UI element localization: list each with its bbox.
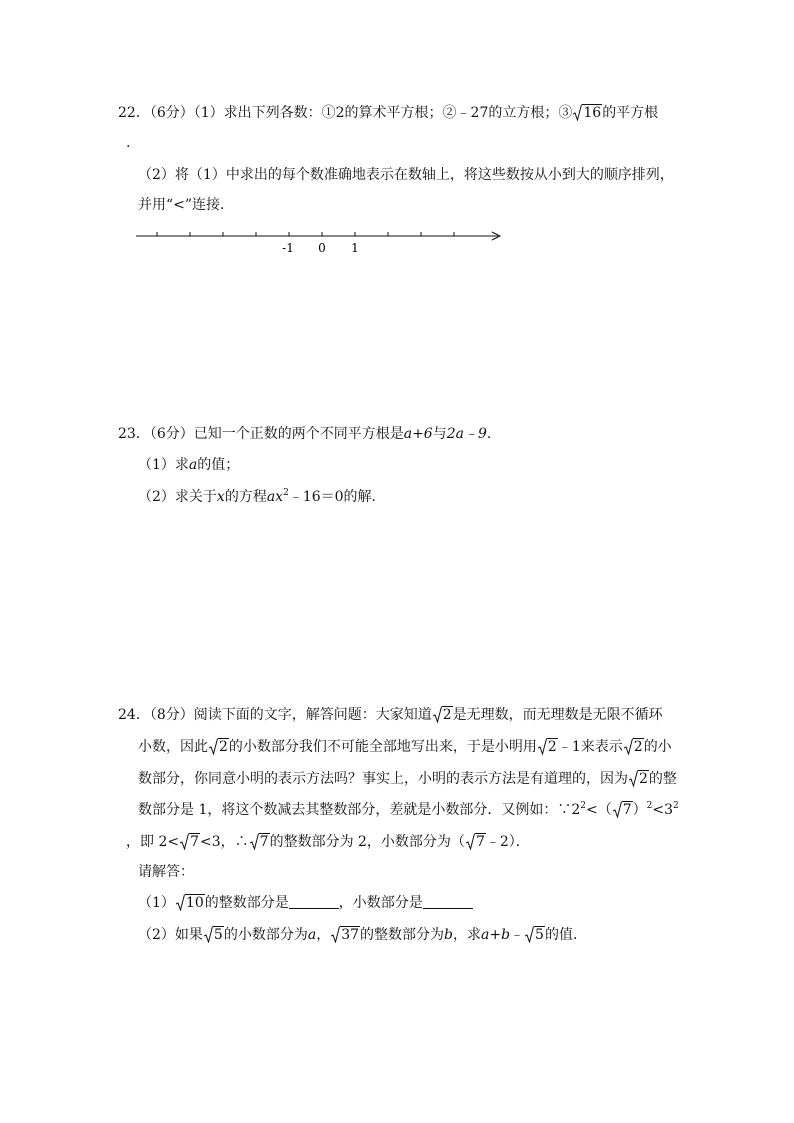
- q23-line-1: 23．（6分）已知一个正数的两个不同平方根是a+6与2a﹣9．: [118, 426, 501, 442]
- radical-sign: [176, 894, 185, 911]
- radical-sign: [624, 738, 633, 755]
- sqrt-expression: 37: [331, 925, 360, 945]
- sqrt-expression: 2: [538, 737, 558, 757]
- radical-sign: [466, 833, 475, 850]
- sqrt-expression: 16: [573, 103, 602, 123]
- q24-line-1: 24．（8分）阅读下面的文字，解答问题：大家知道 2是无理数，而无理数是无限不循环: [118, 707, 663, 723]
- tick-label: 1: [351, 241, 359, 255]
- sqrt-expression: 5: [204, 925, 224, 945]
- sqrt-expression: 7: [466, 832, 486, 852]
- radical-sign: [180, 833, 189, 850]
- q22-line-1: 22．（6分）（1）求出下列各数：①2的算术平方根；②﹣27的立方根；③ 16的平方根: [118, 105, 659, 121]
- q24-line-4: 数部分是 1，将这个数减去其整数部分，差就是小数部分．又例如：$\because 2^2<$（ $7)^2<3^2$: [138, 801, 679, 818]
- tick-label: 0: [318, 241, 326, 255]
- sqrt-expression: 2: [624, 737, 644, 757]
- radical-sign: [525, 926, 534, 943]
- q24-part-2: （2）如果 5的小数部分为a， 37的整数部分为b，求a+b﹣ 5的值．: [138, 927, 587, 943]
- radical-sign: [250, 833, 259, 850]
- sqrt-expression: 5: [525, 925, 545, 945]
- radical-sign: [331, 926, 340, 943]
- q24-line-3: 数部分，你同意小明的表示方法吗？事实上，小明的表示方法是有道理的，因为 2的整: [138, 771, 677, 787]
- q24-line-5: ，即 2< 7<3，∴ 7的整数部分为 2，小数部分为（ 7﹣2）．: [126, 834, 530, 850]
- tick-label: -1: [282, 241, 294, 255]
- sqrt-expression: 2: [209, 737, 229, 757]
- q22-line-3: 并用“<”连接．: [138, 197, 235, 213]
- radical-sign: [209, 738, 218, 755]
- answer-blank[interactable]: [423, 894, 473, 909]
- radical-sign: [613, 801, 622, 818]
- q24-prompt: 请解答：: [138, 864, 194, 880]
- radical-sign: [204, 926, 213, 943]
- q23-part-1: （1）求a的值；: [138, 457, 240, 473]
- number-line-ticks: [157, 232, 454, 236]
- number-line: [136, 226, 508, 260]
- q22-line-dot: .: [126, 135, 131, 151]
- sqrt-expression: 7: [250, 832, 270, 852]
- sqrt-expression: 2: [629, 769, 649, 789]
- q24-part-1: （1） 10的整数部分是 ，小数部分是: [138, 893, 473, 913]
- radical-sign: [573, 104, 582, 121]
- answer-blank[interactable]: [289, 894, 339, 909]
- sqrt-expression: 10: [176, 893, 205, 913]
- radical-sign: [433, 706, 442, 723]
- radical-sign: [629, 770, 638, 787]
- q22-part-2: （2）将（1）中求出的每个数准确地表示在数轴上，将这些数按从小到大的顺序排列，: [138, 167, 674, 183]
- radical-sign: [538, 738, 547, 755]
- sqrt-expression: 2: [433, 705, 453, 725]
- q23-part-2: （2）求关于x的方程$ax^2﹣16=0$的解．: [138, 488, 386, 505]
- sqrt-expression: 7: [613, 800, 633, 820]
- sqrt-expression: 7: [180, 832, 200, 852]
- q24-line-2: 小数，因此 2的小数部分我们不可能全部地写出来，于是小明用 2﹣1来表示 2的小: [138, 739, 672, 755]
